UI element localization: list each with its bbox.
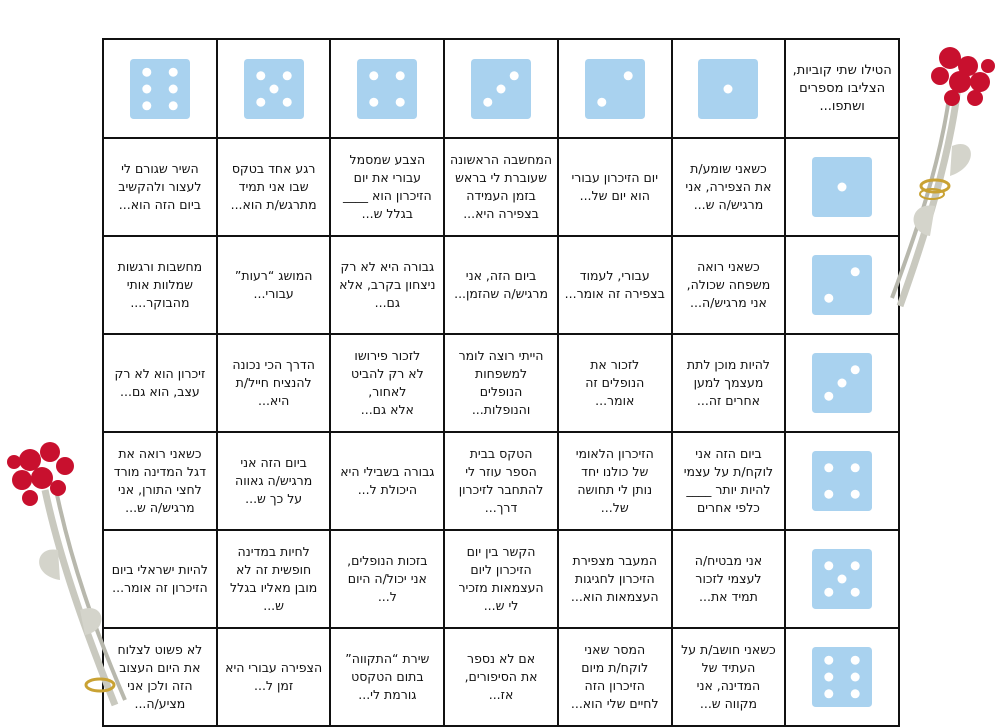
prompt-text: הדרך הכי נכונה להנציח חייל/ת היא... — [232, 357, 315, 408]
die-pip — [851, 490, 860, 499]
prompt-text: ביום הזה אני מרגיש/ה גאווה על כך ש... — [235, 455, 313, 506]
red-blossoms — [7, 442, 74, 506]
board-row — [103, 628, 899, 726]
prompt-text: כשאני שומע/ת את הצפירה, אני מרגיש/ה ש... — [685, 161, 772, 212]
row-die-cell — [785, 334, 899, 432]
prompt-text: להיות ישראלי ביום הזיכרון זה אומר... — [111, 562, 209, 595]
die-pip — [169, 101, 178, 110]
prompt-cell — [672, 530, 786, 628]
column-die-cell — [444, 39, 558, 138]
prompt-text: כשאני רואה את דגל המדינה מורד לחצי התורן, אני מרגיש/ה ש... — [113, 446, 207, 515]
prompt-cell — [672, 628, 786, 726]
prompt-text: הקשר בין יום הזיכרון ליום העצמאות מזכיר לי ש... — [458, 544, 544, 613]
prompt-text: שירת “התקווה” בתום הטקסט גורמת לי... — [345, 651, 430, 702]
die-icon-row-3 — [812, 353, 872, 413]
column-die-cell — [217, 39, 331, 138]
stem — [900, 86, 958, 306]
die-face — [812, 255, 872, 315]
prompt-cell — [103, 138, 217, 236]
die-pip — [142, 101, 151, 110]
prompt-text: גבורה בשבילי היא היכולת ל... — [340, 464, 435, 497]
red-blossoms — [931, 47, 995, 106]
prompt-text: לא פשוט לצלוח את היום העצוב הזה ולכן אני מציע/ה... — [117, 642, 203, 711]
die-pip — [838, 575, 847, 584]
die-pip — [824, 294, 833, 303]
prompt-cell — [558, 530, 672, 628]
die-icon-column-1 — [698, 59, 758, 119]
die-pip — [824, 689, 833, 698]
board-row — [103, 432, 899, 530]
flower-bouquet-bottom-left — [0, 430, 130, 707]
prompt-text: בזכות הנופלים, אני יכול/ה היום ל... — [347, 553, 428, 604]
prompt-text: לחיות במדינה חופשית זה לא מובן מאליו בגלל ש... — [230, 544, 318, 613]
prompt-cell — [330, 334, 444, 432]
prompt-text: מחשבות ורגשות שמלוות אותי מהבוקר.... — [117, 259, 203, 310]
die-pip — [824, 656, 833, 665]
prompt-cell — [672, 432, 786, 530]
prompt-text: הייתי רוצה לומר למשפחות הנופלים והנופלות... — [458, 348, 544, 417]
prompt-cell — [103, 334, 217, 432]
prompt-text: הזיכרון הלאומי של כולנו יחד נותן לי תחושה של... — [575, 446, 654, 515]
die-pip — [282, 97, 291, 106]
die-pip — [851, 689, 860, 698]
prompt-text: כשאני חושב/ת על העתיד של המדינה, אני מקווה ש... — [681, 642, 776, 711]
die-pip — [396, 97, 405, 106]
header-row — [103, 39, 899, 138]
die-icon-row-5 — [812, 549, 872, 609]
prompt-text: אני מבטיח/ה לעצמי לזכור תמיד את... — [694, 553, 763, 604]
prompt-cell — [330, 138, 444, 236]
prompt-text: הצפירה עבורי היא זמן ל... — [225, 660, 323, 693]
stem — [45, 490, 115, 705]
die-icon-row-6 — [812, 647, 872, 707]
die-pip — [497, 84, 506, 93]
prompt-text: יום הזיכרון עבורי הוא יום של... — [571, 170, 658, 203]
die-icon-row-4 — [812, 451, 872, 511]
die-face — [130, 59, 190, 119]
die-pip — [824, 490, 833, 499]
die-face — [812, 647, 872, 707]
prompt-cell — [558, 628, 672, 726]
die-pip — [838, 183, 847, 192]
die-pip — [256, 71, 265, 80]
die-pip — [256, 97, 265, 106]
prompt-text: השיר שגורם לי לעצור ולהקשיב ביום הזה הוא... — [118, 161, 202, 212]
prompt-cell — [330, 432, 444, 530]
die-pip — [169, 67, 178, 76]
die-face — [812, 451, 872, 511]
die-pip — [824, 588, 833, 597]
die-pip — [510, 71, 519, 80]
prompt-cell — [444, 138, 558, 236]
die-icon-row-1 — [812, 157, 872, 217]
die-pip — [724, 84, 733, 93]
die-icon-row-2 — [812, 255, 872, 315]
prompt-cell — [558, 432, 672, 530]
prompt-text: ביום הזה אני לוקח/ת על עצמי להיות יותר ____ כלפי אחרים — [683, 446, 774, 515]
leaf — [39, 549, 60, 580]
die-pip — [370, 97, 379, 106]
prompt-text: המעבר מצפירת הזיכרון לחגיגות העצמאות הוא... — [570, 553, 659, 604]
dice-game-board — [102, 38, 900, 727]
prompt-cell — [217, 530, 331, 628]
prompt-cell — [217, 138, 331, 236]
leaf — [950, 144, 971, 176]
prompt-cell — [672, 334, 786, 432]
stem — [55, 485, 125, 700]
die-icon-column-4 — [357, 59, 417, 119]
die-pip — [623, 71, 632, 80]
row-die-cell — [785, 628, 899, 726]
prompt-text: כשאני רואה משפחה שכולה, אני מרגיש/ה... — [686, 259, 771, 310]
prompt-cell — [217, 236, 331, 334]
prompt-cell — [217, 432, 331, 530]
prompt-cell — [103, 236, 217, 334]
die-face — [585, 59, 645, 119]
die-pip — [824, 392, 833, 401]
die-pip — [851, 463, 860, 472]
board-row — [103, 334, 899, 432]
die-icon-column-2 — [585, 59, 645, 119]
die-icon-column-3 — [471, 59, 531, 119]
die-pip — [851, 365, 860, 374]
prompt-cell — [330, 628, 444, 726]
board-row — [103, 530, 899, 628]
column-die-cell — [672, 39, 786, 138]
board-row — [103, 236, 899, 334]
die-pip — [851, 588, 860, 597]
die-pip — [396, 71, 405, 80]
prompt-text: גבורה היא לא רק ניצחון בקרב, אלא גם... — [339, 259, 436, 310]
die-pip — [824, 561, 833, 570]
prompt-text: לזכור פירושו לא רק להביט לאחור, אלא גם... — [350, 348, 424, 417]
prompt-cell — [217, 334, 331, 432]
prompt-text: רגע אחד בטקס שבו אני תמיד מתרגש/ת הוא... — [230, 161, 317, 212]
prompt-cell — [672, 236, 786, 334]
prompt-text: אם לא נספר את הסיפורים, אז... — [464, 651, 538, 702]
prompt-text: המחשבה הראשונה שעוברת לי בראש בזמן העמידה בצפירה היא... — [450, 152, 553, 221]
prompt-cell — [330, 530, 444, 628]
die-pip — [370, 71, 379, 80]
prompt-cell — [558, 334, 672, 432]
prompt-text: זיכרון הוא לא רק עצב, הוא גם... — [114, 366, 206, 399]
prompt-text: הצבע שמסמל עבורי את יום הזיכרון הוא ____ בגלל ש... — [343, 152, 432, 221]
column-die-cell — [103, 39, 217, 138]
prompt-text: הטקס בבית הספר עוזר לי להתחבר לזיכרון דרך... — [458, 446, 544, 515]
die-pip — [142, 67, 151, 76]
die-icon-column-5 — [244, 59, 304, 119]
die-icon-column-6 — [130, 59, 190, 119]
die-pip — [838, 379, 847, 388]
prompt-text: המסר שאני לוקח/ת מיום הזיכרון הזה לחיים שלי הוא... — [570, 642, 659, 711]
die-pip — [824, 673, 833, 682]
die-pip — [597, 97, 606, 106]
row-die-cell — [785, 530, 899, 628]
prompt-cell — [558, 138, 672, 236]
prompt-cell — [444, 628, 558, 726]
instructions-text: הטילו שתי קוביות, הצליבו מספרים ושתפו... — [792, 62, 892, 114]
column-die-cell — [558, 39, 672, 138]
prompt-text: ביום הזה, אני מרגיש/ה שהזמן... — [454, 268, 548, 301]
die-pip — [282, 71, 291, 80]
board-row — [103, 138, 899, 236]
die-pip — [483, 97, 492, 106]
prompt-text: לזכור את הנופלים זה אומר... — [585, 357, 645, 408]
prompt-text: עבורי, לעמוד בצפירה זה אומר... — [564, 268, 665, 301]
prompt-text: להיות מוכן לתת מעצמך למען אחרים זה... — [686, 357, 770, 408]
prompt-text: המושג “רעות” עבורי... — [234, 268, 313, 301]
prompt-cell — [217, 628, 331, 726]
die-pip — [851, 673, 860, 682]
die-pip — [824, 463, 833, 472]
column-die-cell — [330, 39, 444, 138]
die-pip — [169, 84, 178, 93]
die-pip — [851, 561, 860, 570]
prompt-cell — [444, 530, 558, 628]
prompt-cell — [330, 236, 444, 334]
prompt-cell — [444, 334, 558, 432]
row-die-cell — [785, 432, 899, 530]
prompt-cell — [444, 432, 558, 530]
flower-bouquet-top-right — [880, 36, 1000, 316]
die-pip — [851, 656, 860, 665]
die-pip — [851, 267, 860, 276]
die-pip — [269, 84, 278, 93]
prompt-cell — [444, 236, 558, 334]
die-pip — [142, 84, 151, 93]
prompt-cell — [558, 236, 672, 334]
prompt-cell — [672, 138, 786, 236]
die-face — [357, 59, 417, 119]
